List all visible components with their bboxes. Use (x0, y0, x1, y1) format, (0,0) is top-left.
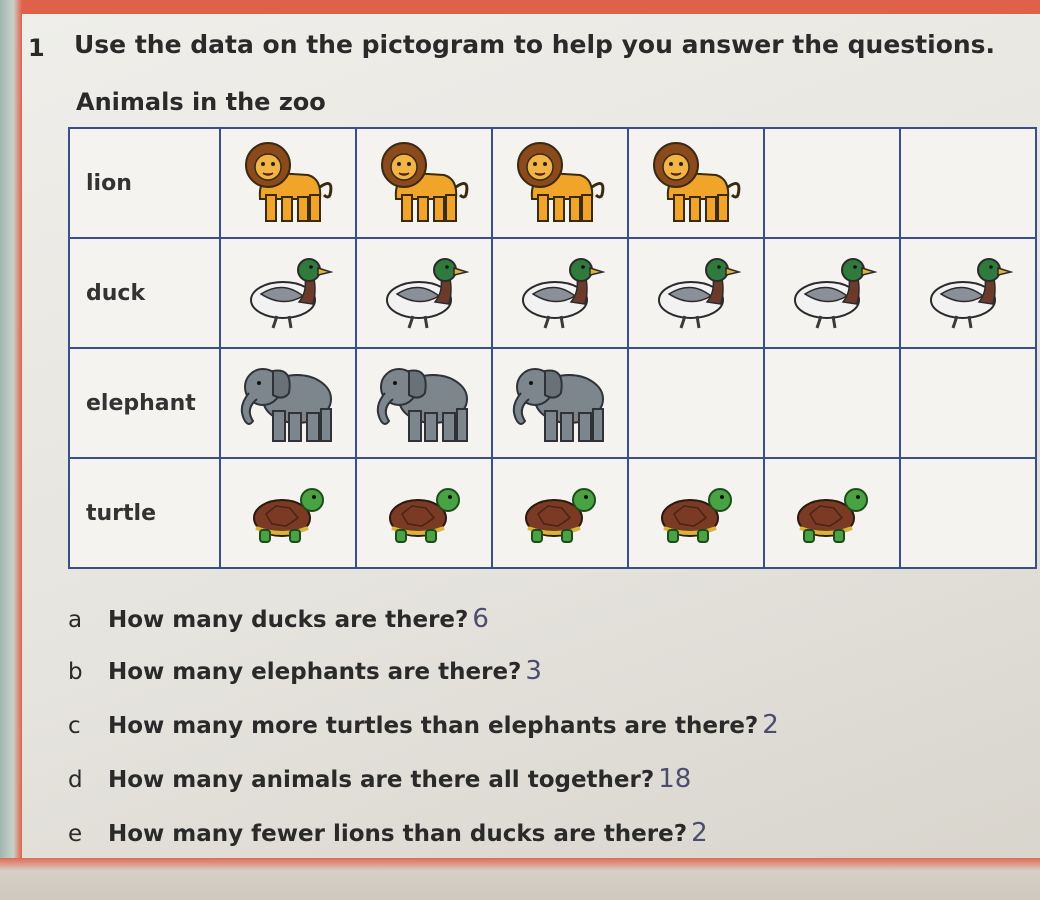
question-a (68, 604, 489, 634)
lion-icon (493, 137, 627, 229)
question-text: How many more turtles than elephants are there? (108, 713, 759, 739)
pictogram-cell (356, 348, 492, 458)
question-letter: a (68, 607, 83, 633)
lion-icon (357, 137, 491, 229)
row-label: duck (69, 238, 220, 348)
pictogram-cell (764, 238, 900, 348)
pictogram-table (68, 127, 1037, 569)
pictogram-cell (628, 458, 764, 568)
pictogram-title: Animals in the zoo (76, 88, 326, 116)
left-color-band (0, 0, 22, 900)
pictogram-cell (628, 348, 764, 458)
pictogram-cell (492, 348, 628, 458)
pictogram-cell (900, 348, 1036, 458)
turtle-icon (629, 478, 763, 548)
elephant-icon (357, 357, 491, 449)
handwritten-answer[interactable]: 2 (762, 710, 779, 740)
pictogram-cell (764, 128, 900, 238)
duck-icon (493, 250, 627, 336)
pictogram-cell (900, 458, 1036, 568)
duck-icon (629, 250, 763, 336)
duck-icon (357, 250, 491, 336)
elephant-icon (221, 357, 355, 449)
elephant-icon (493, 357, 627, 449)
pictogram-cell (356, 238, 492, 348)
duck-icon (221, 250, 355, 336)
pictogram-cell (764, 348, 900, 458)
pictogram-cell (900, 128, 1036, 238)
pictogram-cell (764, 458, 900, 568)
question-letter: c (68, 713, 81, 739)
question-text: How many fewer lions than ducks are there? (108, 821, 688, 847)
row-label: lion (69, 128, 220, 238)
question-c (68, 710, 779, 740)
pictogram-cell (900, 238, 1036, 348)
duck-icon (901, 250, 1035, 336)
handwritten-answer[interactable]: 18 (658, 764, 692, 794)
turtle-icon (221, 478, 355, 548)
handwritten-answer[interactable]: 2 (691, 818, 708, 848)
handwritten-answer[interactable]: 6 (472, 604, 489, 634)
turtle-icon (357, 478, 491, 548)
pictogram-cell (628, 128, 764, 238)
handwritten-answer[interactable]: 3 (525, 656, 542, 686)
question-text: How many elephants are there? (108, 659, 522, 685)
question-text: How many ducks are there? (108, 607, 469, 633)
pictogram-cell (220, 238, 356, 348)
lion-icon (221, 137, 355, 229)
bottom-color-band (0, 858, 1040, 900)
pictogram-cell (356, 458, 492, 568)
pictogram-row-duck (69, 238, 1036, 348)
question-e (68, 818, 708, 848)
duck-icon (765, 250, 899, 336)
question-d (68, 764, 691, 794)
turtle-icon (765, 478, 899, 548)
lion-icon (629, 137, 763, 229)
pictogram-cell (628, 238, 764, 348)
question-letter: d (68, 767, 83, 793)
question-number: 1 (28, 34, 45, 62)
pictogram-row-lion (69, 128, 1036, 238)
pictogram-row-turtle (69, 458, 1036, 568)
row-label: turtle (69, 458, 220, 568)
turtle-icon (493, 478, 627, 548)
pictogram-cell (220, 348, 356, 458)
question-text: How many animals are there all together? (108, 767, 655, 793)
pictogram-cell (220, 458, 356, 568)
instruction-text: Use the data on the pictogram to help you answer the questions. (74, 30, 996, 59)
question-b (68, 656, 542, 686)
question-letter: e (68, 821, 83, 847)
pictogram-cell (356, 128, 492, 238)
row-label: elephant (69, 348, 220, 458)
question-letter: b (68, 659, 83, 685)
top-color-band (0, 0, 1040, 14)
pictogram-cell (492, 458, 628, 568)
pictogram-cell (492, 128, 628, 238)
pictogram-cell (492, 238, 628, 348)
pictogram-row-elephant (69, 348, 1036, 458)
pictogram-cell (220, 128, 356, 238)
